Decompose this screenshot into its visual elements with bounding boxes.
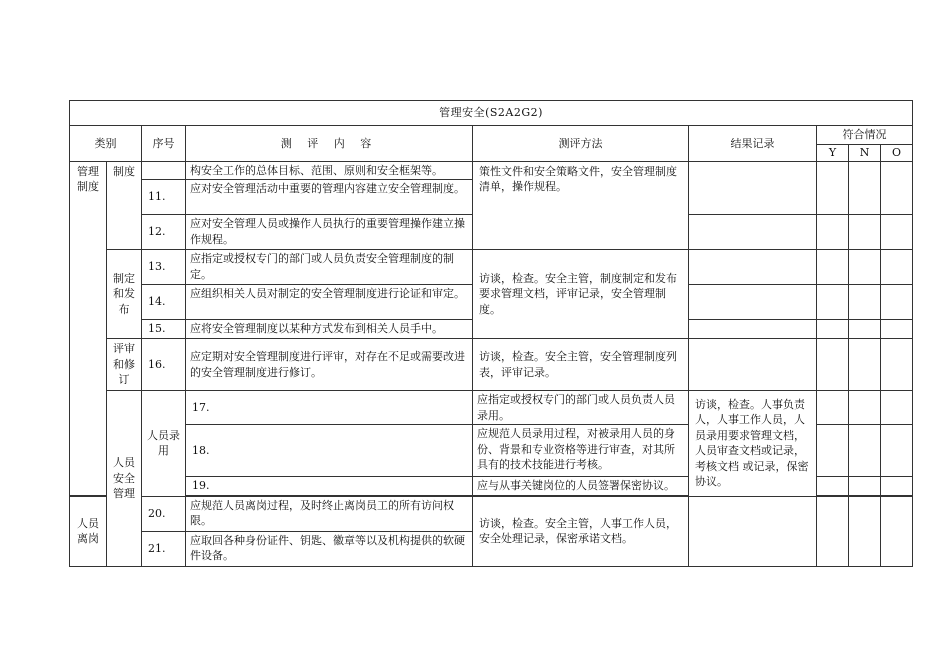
conform-y-cell[interactable] [849,391,881,425]
row-number: 16. [142,339,186,391]
table-row [70,496,913,531]
conform-o-cell[interactable] [881,250,913,285]
conform-y-cell[interactable] [817,339,849,391]
subcategory-review: 评审和修订 [107,339,142,391]
conform-o-cell[interactable] [881,215,913,250]
row-content: 应将安全管理制度以某种方式发布到相关人员手中。 [186,320,473,339]
header-y: Y [817,145,849,162]
table-title [70,101,913,126]
conform-y-cell[interactable] [817,161,849,215]
conform-o-cell[interactable] [881,285,913,320]
header-content-label: 测 评 内 容 [280,136,378,150]
row-content: 应规范人员录用过程，对被录用人员的身份、背景和专业资格等进行审查，对其所具有的技术技能进行考核。 [473,425,689,477]
header-category: 类别 [70,126,142,162]
header-seq: 序号 [142,126,186,162]
row-number: 11. [142,180,186,215]
category-mgmt-system: 管理制度 [70,161,107,495]
row-content: 构安全工作的总体目标、范围、原则和安全框架等。 [186,161,473,180]
conform-y-cell[interactable] [849,425,881,477]
result-cell[interactable] [689,215,817,250]
conform-n-cell[interactable] [881,425,913,477]
category-personnel: 人员安全管理 [107,391,142,567]
row-number: 15. [142,320,186,339]
row-content: 应组织相关人员对制定的安全管理制度进行论证和审定。 [186,285,473,320]
row-method: 访谈，检查。安全主管，安全管理制度列表，评审记录。 [473,339,689,391]
row-method: 策性文件和安全策略文件，安全管理制度清单，操作规程。 [473,161,689,250]
result-cell[interactable] [689,250,817,285]
conform-n-cell[interactable] [849,496,881,566]
row-method: 访谈，检查。人事负责人，人事工作人员，人员录用要求管理文档，人员审查文档或记录，考核文档 或记录，保密协议。 [689,391,817,497]
conform-y-cell[interactable] [817,496,849,566]
conform-y-cell[interactable] [849,477,881,496]
conform-y-cell[interactable] [817,285,849,320]
subcategory-formulate: 制定和发布 [107,250,142,339]
row-content: 应取回各种身份证件、钥匙、徽章等以及机构提供的软硬件设备。 [186,531,473,566]
table-row [70,161,913,180]
conform-n-cell[interactable] [881,477,913,496]
header-content [186,126,473,162]
subcategory-leaving: 人员离岗 [70,496,107,566]
conform-n-cell[interactable] [881,391,913,425]
row-content: 应定期对安全管理制度进行评审，对存在不足或需要改进的安全管理制度进行修订。 [186,339,473,391]
conform-n-cell[interactable] [849,285,881,320]
result-cell[interactable] [689,339,817,391]
conform-o-cell[interactable] [881,161,913,215]
conform-y-cell[interactable] [817,215,849,250]
row-number: 14. [142,285,186,320]
conform-n-cell[interactable] [849,250,881,285]
conform-n-cell[interactable] [849,339,881,391]
header-n: N [849,145,881,162]
row-content: 应规范人员离岗过程，及时终止离岗员工的所有访问权限。 [186,496,473,531]
header-method: 测评方法 [473,126,689,162]
conform-n-cell[interactable] [849,161,881,215]
row-number: 17. [186,391,473,425]
row-number: 18. [186,425,473,477]
row-content: 应对安全管理活动中重要的管理内容建立安全管理制度。 [186,180,473,215]
result-cell[interactable] [689,161,817,215]
result-cell[interactable] [817,391,849,425]
conform-y-cell[interactable] [817,320,849,339]
subcategory-hiring: 人员录用 [142,391,186,497]
result-cell[interactable] [689,496,817,566]
row-method: 访谈，检查。安全主管，人事工作人员，安全处理记录，保密承诺文档。 [473,496,689,566]
table-title-text: 管理安全(S2A2G2) [439,106,543,120]
row-number: 21. [142,531,186,566]
conform-o-cell[interactable] [881,339,913,391]
row-number: 13. [142,250,186,285]
header-result: 结果记录 [689,126,817,162]
conform-o-cell[interactable] [881,496,913,566]
assessment-table [69,100,913,567]
result-cell[interactable] [817,425,849,477]
row-content: 应对安全管理人员或操作人员执行的重要管理操作建立操作规程。 [186,215,473,250]
result-cell[interactable] [689,285,817,320]
subcategory-system: 制度 [107,161,142,250]
header-o: O [881,145,913,162]
header-conformity: 符合情况 [817,126,913,145]
row-number: 12. [142,215,186,250]
table-row [70,250,913,285]
result-cell[interactable] [817,477,849,496]
row-number: 20. [142,496,186,531]
row-content: 应指定或授权专门的部门或人员负责人员录用。 [473,391,689,425]
conform-n-cell[interactable] [849,320,881,339]
conform-n-cell[interactable] [849,215,881,250]
table-row [70,339,913,391]
row-method: 访谈，检查。安全主管，制度制定和发布要求管理文档，评审记录，安全管理制度。 [473,250,689,339]
conform-o-cell[interactable] [881,320,913,339]
conform-y-cell[interactable] [817,250,849,285]
row-content: 应与从事关键岗位的人员签署保密协议。 [473,477,689,496]
row-content: 应指定或授权专门的部门或人员负责安全管理制度的制定。 [186,250,473,285]
table-row [70,391,913,425]
result-cell[interactable] [689,320,817,339]
row-number [142,161,186,180]
row-number: 19. [186,477,473,496]
